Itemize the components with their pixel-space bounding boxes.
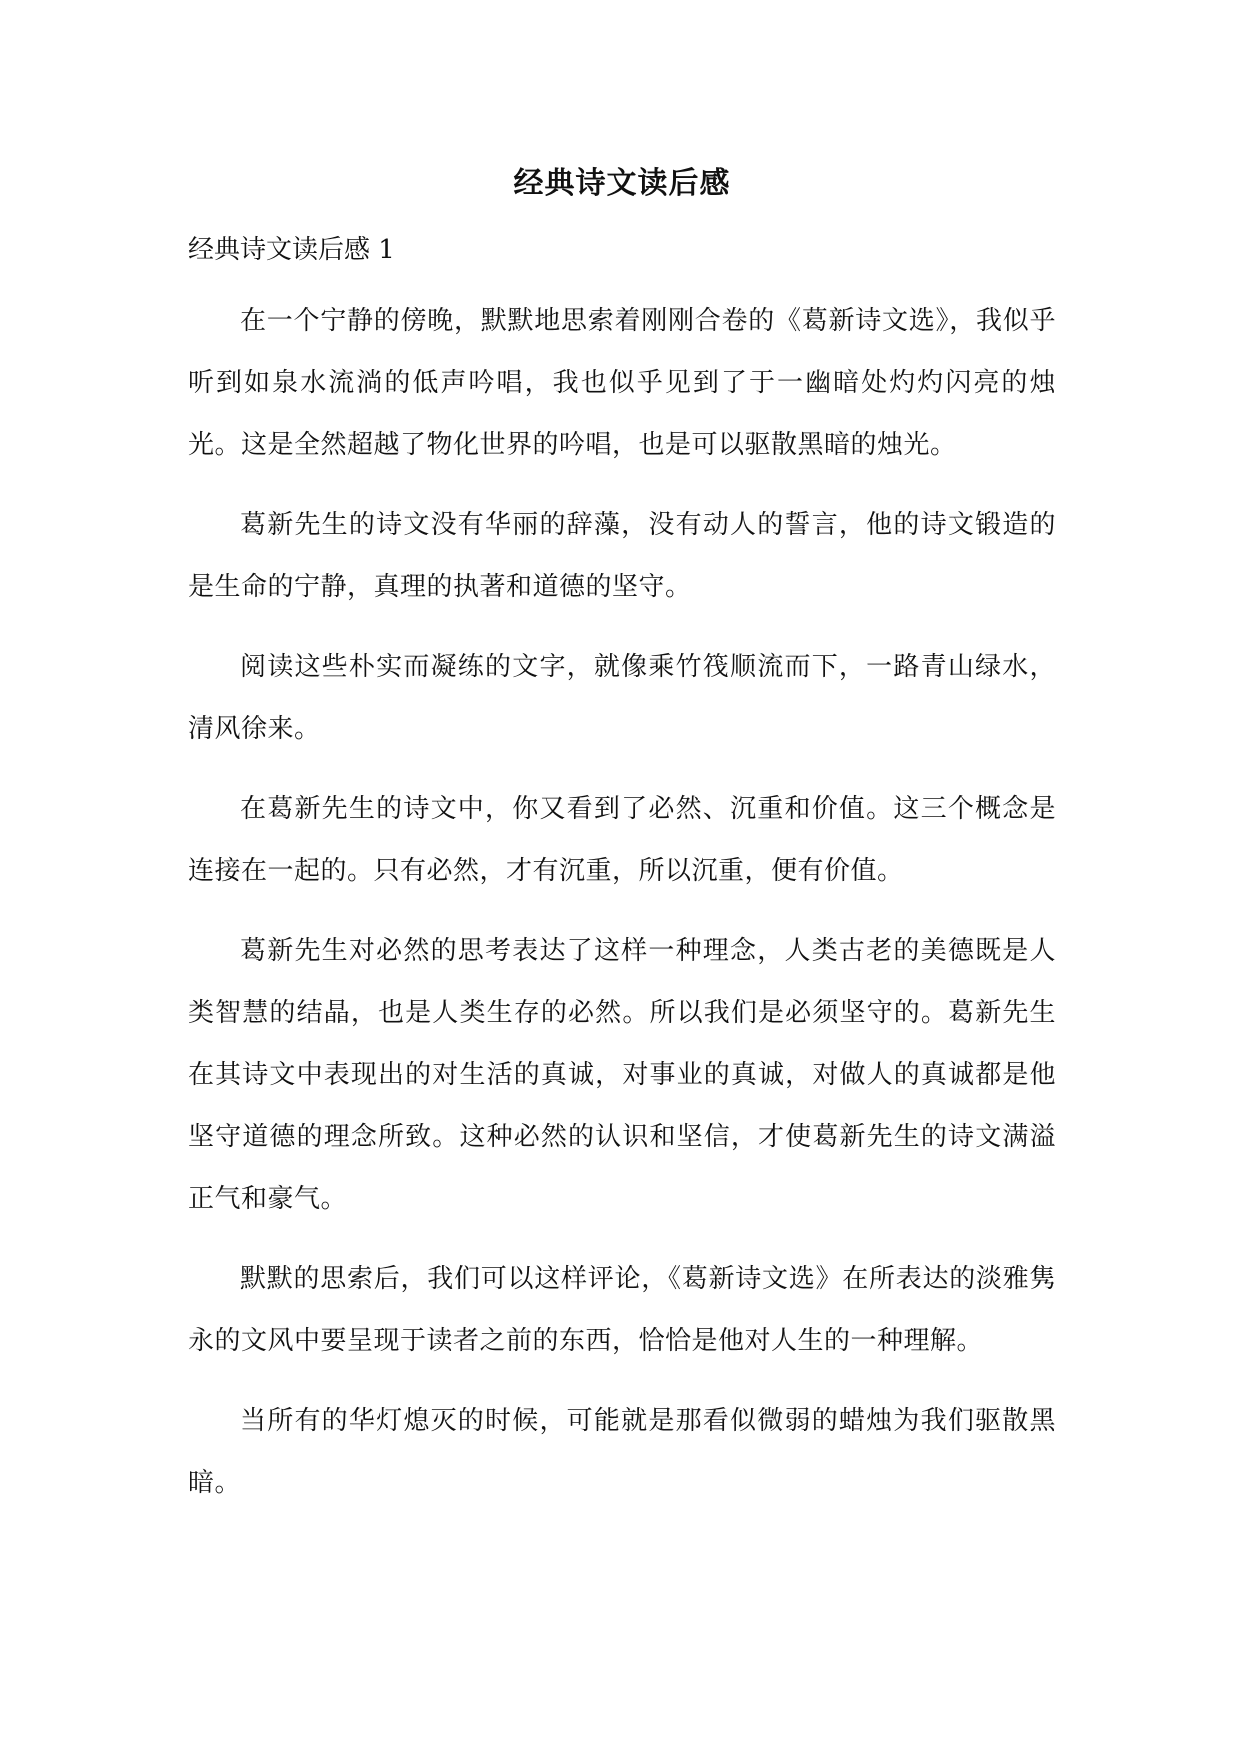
paragraph: 葛新先生对必然的思考表达了这样一种理念，人类古老的美德既是人类智慧的结晶，也是人类生存的必然。所以我们是必须坚守的。葛新先生在其诗文中表现出的对生活的真诚，对事业的真诚，对做人的真诚都是他坚守道德的理念所致。这种必然的认识和坚信，才使葛新先生的诗文满溢正气和豪气。 (188, 936, 1056, 1214)
paragraph: 在一个宁静的傍晚，默默地思索着刚刚合卷的《葛新诗文选》，我似乎听到如泉水流淌的低声吟唱，我也似乎见到了于一幽暗处灼灼闪亮的烛光。这是全然超越了物化世界的吟唱，也是可以驱散黑暗的烛光。 (188, 306, 1056, 460)
paragraph: 阅读这些朴实而凝练的文字，就像乘竹筏顺流而下，一路青山绿水，清风徐来。 (188, 652, 1056, 744)
paragraph: 当所有的华灯熄灭的时候，可能就是那看似微弱的蜡烛为我们驱散黑暗。 (188, 1406, 1056, 1498)
section-heading: 经典诗文读后感 1 (188, 235, 395, 265)
paragraph: 葛新先生的诗文没有华丽的辞藻，没有动人的誓言，他的诗文锻造的是生命的宁静，真理的执著和道德的坚守。 (188, 510, 1056, 602)
document-body (188, 156, 1056, 1514)
paragraph: 在葛新先生的诗文中，你又看到了必然、沉重和价值。这三个概念是连接在一起的。只有必然，才有沉重，所以沉重，便有价值。 (188, 794, 1056, 886)
paragraph: 默默的思索后，我们可以这样评论，《葛新诗文选》在所表达的淡雅隽永的文风中要呈现于读者之前的东西，恰恰是他对人生的一种理解。 (188, 1264, 1056, 1356)
document-title: 经典诗文读后感 (513, 166, 731, 201)
